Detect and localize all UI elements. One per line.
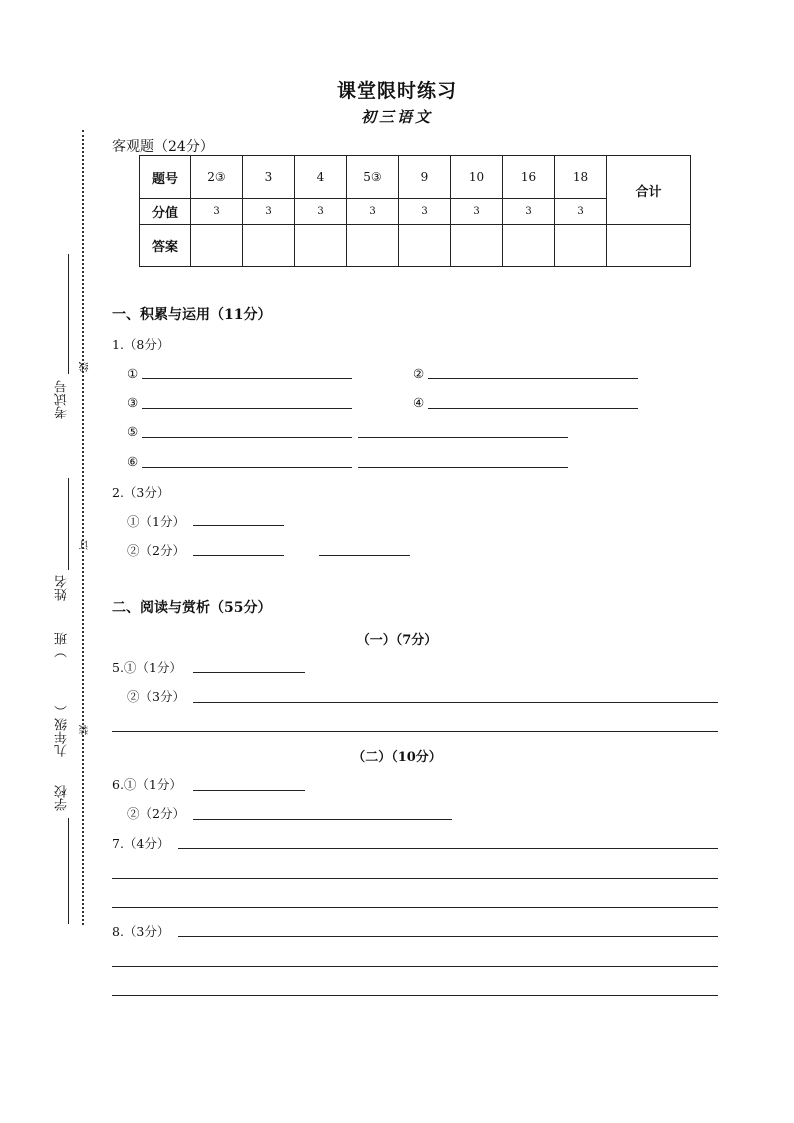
q1-label: 1.（8分） bbox=[112, 337, 170, 352]
section1-heading: 一、积累与运用（11分） bbox=[112, 307, 272, 323]
question-number: 16 bbox=[503, 156, 555, 199]
class-label: ）班 bbox=[55, 632, 70, 658]
answer-line[interactable] bbox=[193, 555, 284, 556]
score-value: 3 bbox=[191, 199, 243, 225]
answer-line[interactable] bbox=[112, 966, 718, 967]
answer-line[interactable] bbox=[193, 790, 305, 791]
score-value: 3 bbox=[399, 199, 451, 225]
objective-heading: 客观题（24分） bbox=[112, 139, 214, 155]
row-label-score: 分值 bbox=[140, 199, 191, 225]
q1-item-marker: ③ bbox=[127, 395, 139, 410]
school-line bbox=[68, 818, 69, 924]
answer-cell[interactable] bbox=[503, 225, 555, 267]
q2-label: 2.（3分） bbox=[112, 485, 170, 500]
answer-cell[interactable] bbox=[347, 225, 399, 267]
answer-cell[interactable] bbox=[295, 225, 347, 267]
binding-dotted-line bbox=[82, 130, 84, 925]
total-cell[interactable] bbox=[607, 225, 691, 267]
objective-score-table bbox=[139, 155, 691, 267]
answer-line[interactable] bbox=[193, 525, 284, 526]
page-title: 课堂限时练习 bbox=[336, 80, 457, 102]
exam-no-label: 考试号 bbox=[55, 380, 70, 419]
answer-cell[interactable] bbox=[191, 225, 243, 267]
row-label-answer: 答案 bbox=[140, 225, 191, 267]
answer-line[interactable] bbox=[193, 702, 718, 703]
score-value: 3 bbox=[503, 199, 555, 225]
answer-cell[interactable] bbox=[451, 225, 503, 267]
answer-line[interactable] bbox=[193, 819, 452, 820]
question-number: 3 bbox=[243, 156, 295, 199]
section2-heading: 二、阅读与赏析（55分） bbox=[112, 600, 272, 616]
answer-cell[interactable] bbox=[399, 225, 451, 267]
q1-item-marker: ⑤ bbox=[127, 424, 139, 439]
q1-item-marker: ⑥ bbox=[127, 454, 139, 469]
margin-seal-mark: 装 bbox=[80, 725, 91, 735]
score-value: 3 bbox=[555, 199, 607, 225]
score-value: 3 bbox=[347, 199, 399, 225]
question-number: 9 bbox=[399, 156, 451, 199]
answer-line[interactable] bbox=[142, 437, 352, 438]
row-label-number: 题号 bbox=[140, 156, 191, 199]
name-label: 姓名 bbox=[55, 575, 70, 601]
q6-1-label: 6.①（1分） bbox=[112, 777, 182, 792]
q1-item-marker: ① bbox=[127, 366, 139, 381]
answer-cell[interactable] bbox=[243, 225, 295, 267]
answer-line[interactable] bbox=[428, 378, 638, 379]
total-label: 合计 bbox=[607, 156, 691, 225]
page-subtitle: 初三语文 bbox=[360, 108, 433, 126]
part2-heading: （二）（10分） bbox=[352, 750, 442, 765]
score-value: 3 bbox=[295, 199, 347, 225]
question-number: 10 bbox=[451, 156, 503, 199]
answer-line[interactable] bbox=[358, 467, 568, 468]
answer-line[interactable] bbox=[142, 467, 352, 468]
question-number: 4 bbox=[295, 156, 347, 199]
q8-label: 8.（3分） bbox=[112, 924, 170, 939]
answer-cell[interactable] bbox=[555, 225, 607, 267]
answer-line[interactable] bbox=[112, 878, 718, 879]
answer-line[interactable] bbox=[142, 408, 352, 409]
q2-sub2-label: ②（2分） bbox=[127, 543, 185, 558]
q6-2-label: ②（2分） bbox=[127, 806, 185, 821]
answer-line[interactable] bbox=[358, 437, 568, 438]
answer-line[interactable] bbox=[112, 995, 718, 996]
answer-line[interactable] bbox=[319, 555, 410, 556]
part1-heading: （一）（7分） bbox=[356, 633, 438, 648]
q7-label: 7.（4分） bbox=[112, 836, 170, 851]
answer-line[interactable] bbox=[142, 378, 352, 379]
question-number: 2③ bbox=[191, 156, 243, 199]
answer-line[interactable] bbox=[178, 936, 718, 937]
score-value: 3 bbox=[451, 199, 503, 225]
school-label: 学校 bbox=[55, 785, 70, 811]
q1-item-marker: ④ bbox=[413, 395, 425, 410]
score-value: 3 bbox=[243, 199, 295, 225]
question-number: 5③ bbox=[347, 156, 399, 199]
margin-line-mark: 线 bbox=[80, 362, 91, 372]
q2-sub1-label: ①（1分） bbox=[127, 514, 185, 529]
answer-line[interactable] bbox=[112, 907, 718, 908]
margin-bind-mark: 订 bbox=[80, 540, 91, 550]
name-line bbox=[68, 478, 69, 570]
answer-line[interactable] bbox=[193, 672, 305, 673]
question-number: 18 bbox=[555, 156, 607, 199]
grade-label: 九年级（ bbox=[55, 705, 70, 757]
q5-1-label: 5.①（1分） bbox=[112, 660, 182, 675]
exam-no-line bbox=[68, 254, 69, 374]
answer-line[interactable] bbox=[428, 408, 638, 409]
answer-line[interactable] bbox=[178, 848, 718, 849]
answer-line[interactable] bbox=[112, 731, 718, 732]
q5-2-label: ②（3分） bbox=[127, 689, 185, 704]
q1-item-marker: ② bbox=[413, 366, 425, 381]
